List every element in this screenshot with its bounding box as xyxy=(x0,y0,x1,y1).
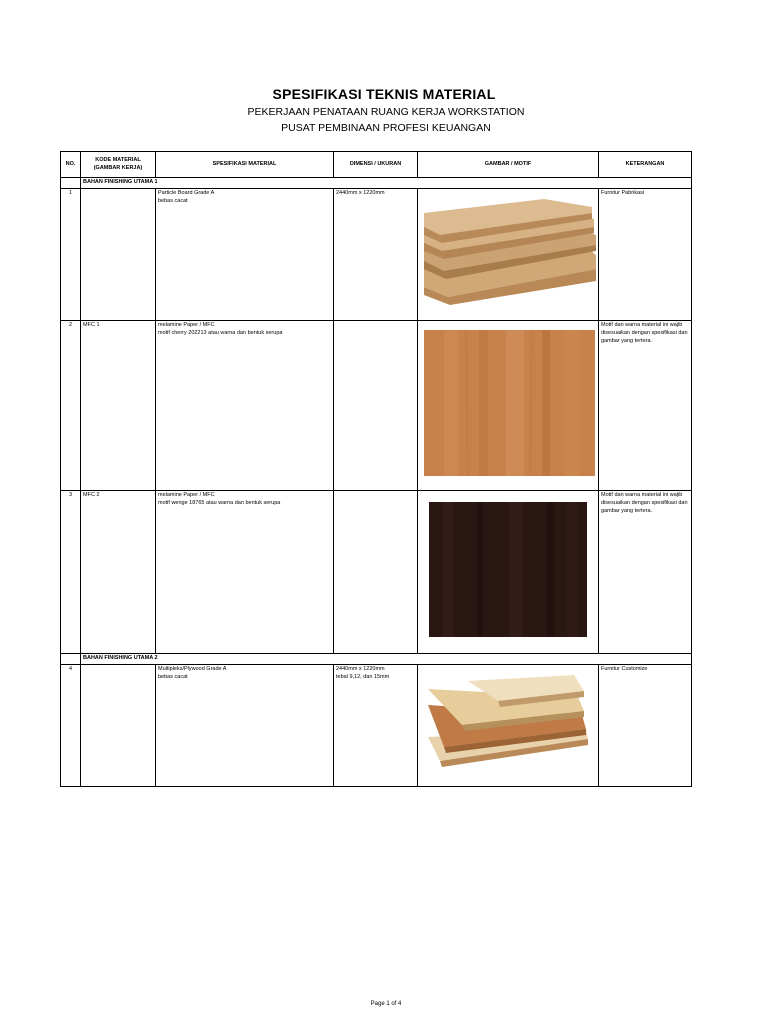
row-spec xyxy=(156,665,334,787)
row-keterangan: Furnitur Customize xyxy=(599,665,692,787)
section-row xyxy=(61,654,692,665)
table-row xyxy=(61,491,692,654)
row-keterangan: Motif dan warna material ini wajib disesuaikan dengan spesifikasi dan gambar yang tertera. xyxy=(599,321,692,491)
row-no: 3 xyxy=(61,491,81,654)
row-dimensi xyxy=(334,665,418,787)
col-header-dimensi: DIMENSI / UKURAN xyxy=(334,152,418,178)
col-header-spesifikasi: SPESIFIKASI MATERIAL xyxy=(156,152,334,178)
row-kode: MFC 1 xyxy=(81,321,156,491)
row-dim-line1: 2440mm x 1220mm xyxy=(336,666,385,672)
table-row xyxy=(61,189,692,321)
col-header-no: NO. xyxy=(61,152,81,178)
row-spec-line1: melamine Paper / MFC xyxy=(158,492,215,498)
row-kode: MFC 2 xyxy=(81,491,156,654)
section-label: BAHAN FINISHING UTAMA 1 xyxy=(81,178,692,189)
section-row xyxy=(61,178,692,189)
row-image-cell xyxy=(418,189,599,321)
row-dimensi xyxy=(334,189,418,321)
row-dim-line2: tebal 9,12, dan 15mm xyxy=(336,673,390,680)
row-spec xyxy=(156,321,334,491)
row-spec xyxy=(156,491,334,654)
document-title: SPESIFIKASI TEKNIS MATERIAL xyxy=(272,86,496,102)
plywood-image xyxy=(428,675,588,773)
page-number: Page 1 of 4 xyxy=(370,1001,402,1007)
row-spec-line1: melamine Paper / MFC xyxy=(158,322,215,328)
row-spec-line2: bebas cacat xyxy=(158,197,188,204)
row-image-cell xyxy=(418,321,599,491)
row-spec xyxy=(156,189,334,321)
document-subtitle-agency: PUSAT PEMBINAAN PROFESI KEUANGAN xyxy=(281,122,491,134)
particle-board-image xyxy=(424,199,596,305)
row-spec-line2: motif cherry 202213 atau warna dan bentuk serupa xyxy=(158,329,283,336)
row-kode xyxy=(81,189,156,321)
section-no-cell xyxy=(61,654,81,665)
section-label: BAHAN FINISHING UTAMA 2 xyxy=(81,654,692,665)
row-spec-line1: Multipleks/Plywood Grade A xyxy=(158,666,227,672)
table-row xyxy=(61,321,692,491)
document-subtitle-project: PEKERJAAN PENATAAN RUANG KERJA WORKSTATION xyxy=(247,106,525,118)
row-dimensi xyxy=(334,491,418,654)
row-image-cell xyxy=(418,665,599,787)
row-keterangan: Motif dan warna material ini wajib disesuaikan dengan spesifikasi dan gambar yang tertera. xyxy=(599,491,692,654)
table-row xyxy=(61,665,692,787)
section-no-cell xyxy=(61,178,81,189)
col-header-kode-line1: KODE MATERIAL xyxy=(95,156,141,163)
col-header-keterangan: KETERANGAN xyxy=(599,152,692,178)
col-header-kode xyxy=(81,152,156,178)
row-no: 1 xyxy=(61,189,81,321)
col-header-kode-line2: (GAMBAR KERJA) xyxy=(93,164,143,171)
row-dim-line1: 2440mm x 1220mm xyxy=(336,190,385,196)
row-image-cell xyxy=(418,491,599,654)
table-header-row xyxy=(61,152,692,178)
row-spec-line1: Particle Board Grade A xyxy=(158,190,215,196)
cherry-wood-image xyxy=(424,330,595,476)
wenge-wood-image xyxy=(429,502,587,637)
row-dimensi xyxy=(334,321,418,491)
row-no: 4 xyxy=(61,665,81,787)
row-spec-line2: motif wenge 18765 atau warna dan bentuk serupa xyxy=(158,499,281,506)
row-keterangan: Furnitur Pabrikasi xyxy=(599,189,692,321)
row-no: 2 xyxy=(61,321,81,491)
row-spec-line2: bebas cacat xyxy=(158,673,188,680)
material-spec-table xyxy=(60,151,692,787)
col-header-gambar: GAMBAR / MOTIF xyxy=(418,152,599,178)
row-kode xyxy=(81,665,156,787)
